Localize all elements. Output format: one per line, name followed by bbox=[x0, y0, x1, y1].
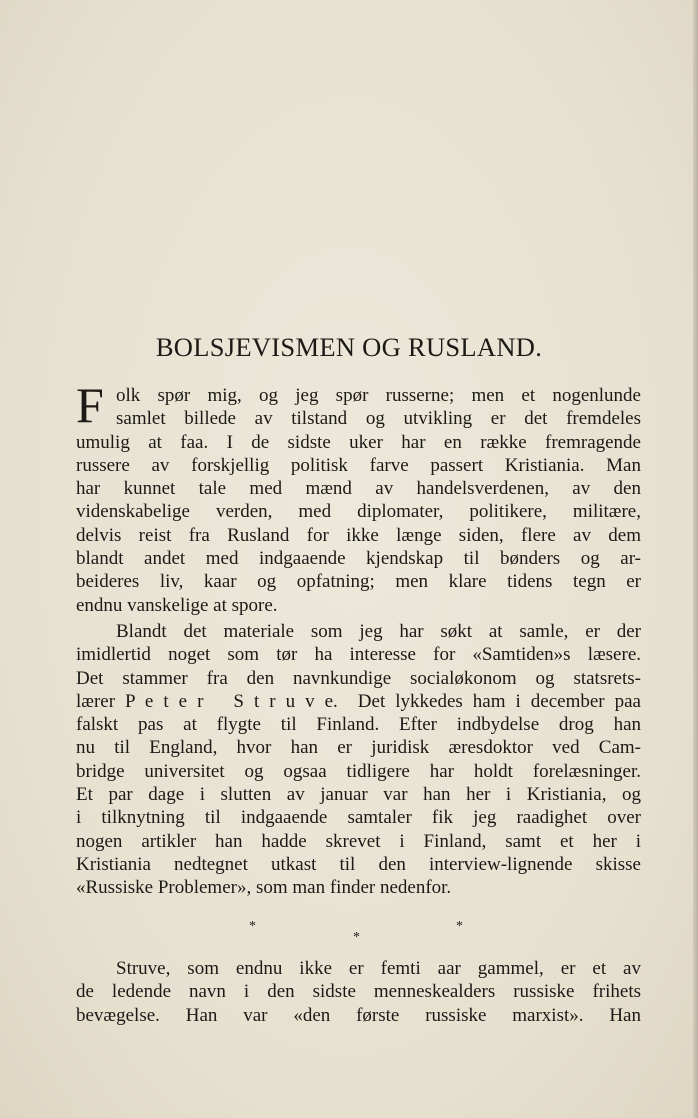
paragraph-2-line-7: bridge universitet og ogsaa tidligere har holdt forelæsninger. bbox=[76, 760, 641, 782]
paragraph-2-line-4: lærer P e t e r S t r u v e. Det lykkedes ham i december paa bbox=[76, 690, 641, 712]
paragraph-2-line-9: i tilknytning til indgaaende samtaler fik jeg raadighet over bbox=[76, 807, 641, 829]
paragraph-2-line-1: Blandt det materiale som jeg har søkt at samle, er der bbox=[116, 621, 641, 642]
paragraph-1-line-2: samlet billede av tilstand og utvikling er det fremdeles bbox=[116, 408, 641, 430]
paragraph-1 bbox=[76, 377, 641, 617]
paragraph-1-line-10: endnu vanskelige at spore. bbox=[76, 594, 278, 616]
paragraph-2-line-8: Et par dage i slutten av januar var han her i Kristiania, og bbox=[76, 784, 641, 806]
paragraph-1-line-9: beideres liv, kaar og opfatning; men klare tidens tegn er bbox=[76, 571, 641, 593]
paragraph-1-line-8: blandt andet med indgaaende kjendskap til bønders og ar- bbox=[76, 548, 641, 570]
separator-star-center: * bbox=[353, 930, 360, 945]
section-separator bbox=[0, 918, 698, 948]
paragraph-1-line-4: russere av forskjellig politisk farve passert Kristiania. Man bbox=[76, 454, 641, 476]
paragraph-3-line-1: Struve, som endnu ikke er femti aar gammel, er et av bbox=[116, 958, 641, 979]
paragraph-2 bbox=[76, 620, 641, 900]
page-edge-shadow bbox=[693, 0, 698, 1118]
paragraph-3-line-2: de ledende navn i den sidste menneskealders russiske frihets bbox=[76, 981, 641, 1003]
paragraph-1-line-6: videnskabelige verden, med diplomater, politikere, militære, bbox=[76, 501, 641, 523]
paragraph-2-line-10: nogen artikler han hadde skrevet i Finland, samt et her i bbox=[76, 830, 641, 852]
paragraph-3 bbox=[76, 957, 641, 1027]
paragraph-3-line-3: bevægelse. Han var «den første russiske marxist». Han bbox=[76, 1004, 641, 1026]
paragraph-1-line-5: har kunnet tale med mænd av handelsverdenen, av den bbox=[76, 478, 641, 500]
drop-cap: F bbox=[76, 377, 104, 433]
paragraph-2-line-12: «Russiske Problemer», som man finder nedenfor. bbox=[76, 877, 452, 899]
paragraph-2-line-6: nu til England, hvor han er juridisk æresdoktor ved Cam- bbox=[76, 737, 641, 759]
paragraph-2-line-3: Det stammer fra den navnkundige socialøkonom og statsrets- bbox=[76, 667, 641, 689]
paragraph-2-line-2: imidlertid noget som tør ha interesse for «Samtiden»s læsere. bbox=[76, 644, 641, 666]
paragraph-1-line-3: umulig at faa. I de sidste uker har en række fremragende bbox=[76, 431, 641, 453]
paragraph-2-line-5: falskt pas at flygte til Finland. Efter indbydelse drog han bbox=[76, 714, 641, 736]
paragraph-2-line-11: Kristiania nedtegnet utkast til den interview-lignende skisse bbox=[76, 853, 641, 875]
line-text: olk spør mig, og jeg spør russerne; men et nogenlunde bbox=[116, 385, 641, 406]
page-title: BOLSJEVISMEN OG RUSLAND. bbox=[155, 332, 543, 362]
paragraph-1-line-7: delvis reist fra Rusland for ikke længe siden, flere av dem bbox=[76, 524, 641, 546]
separator-star-left: * bbox=[249, 919, 256, 934]
separator-star-right: * bbox=[456, 919, 463, 934]
